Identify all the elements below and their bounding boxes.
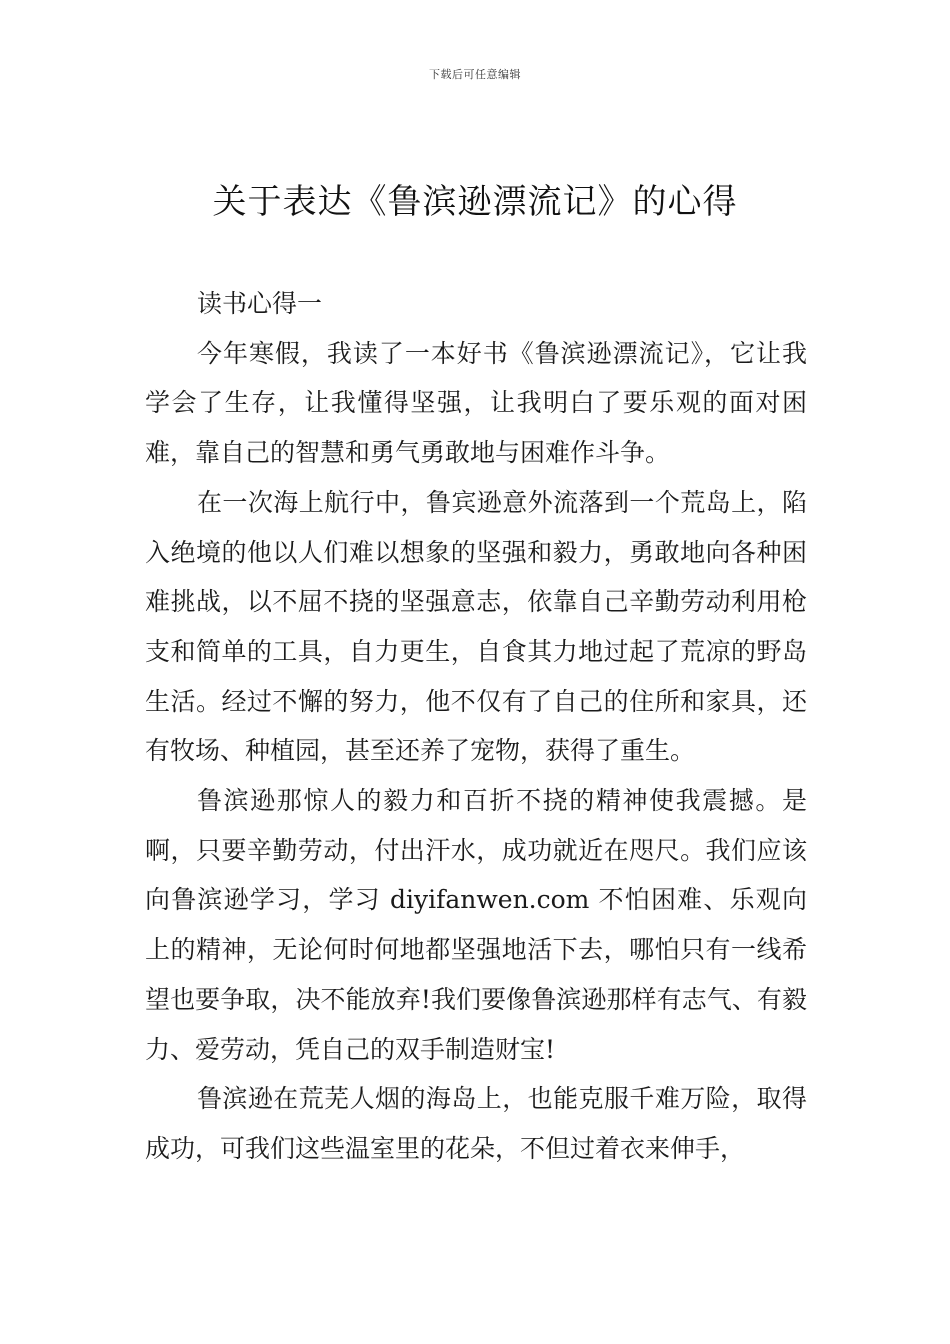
- page-header-note: 下载后可任意编辑: [429, 68, 521, 81]
- paragraph-1: 今年寒假，我读了一本好书《鲁滨逊漂流记》，它让我学会了生存，让我懂得坚强，让我明白了要乐观的面对困难，靠自己的智慧和勇气勇敢地与困难作斗争。: [145, 338, 807, 468]
- document-body: [145, 279, 807, 1174]
- document-title: 关于表达《鲁滨逊漂流记》的心得: [212, 182, 738, 222]
- section-heading: 读书心得一: [197, 289, 323, 318]
- paragraph-4: 鲁滨逊在荒芜人烟的海岛上，也能克服千难万险，取得成功，可我们这些温室里的花朵，不但过着衣来伸手，: [145, 1084, 807, 1163]
- paragraph-2: 在一次海上航行中，鲁宾逊意外流落到一个荒岛上，陷入绝境的他以人们难以想象的坚强和毅力，勇敢地向各种困难挑战，以不屈不挠的坚强意志，依靠自己辛勤劳动利用枪支和简单的工具，自力更生，自食其力地过起了荒凉的野岛生活。经过不懈的努力，他不仅有了自己的住所和家具，还有牧场、种植园，甚至还养了宠物，获得了重生。: [145, 487, 807, 766]
- paragraph-3: 鲁滨逊那惊人的毅力和百折不挠的精神使我震撼。是啊，只要辛勤劳动，付出汗水，成功就近在咫尺。我们应该向鲁滨逊学习，学习 diyifanwen.com 不怕困难、乐观向上的精神，无论何时何地都坚强地活下去，哪怕只有一线希望也要争取，决不能放弃!我们要像鲁滨逊那样有志气、有毅力、爱劳动，凭自己的双手制造财宝!: [145, 786, 807, 1064]
